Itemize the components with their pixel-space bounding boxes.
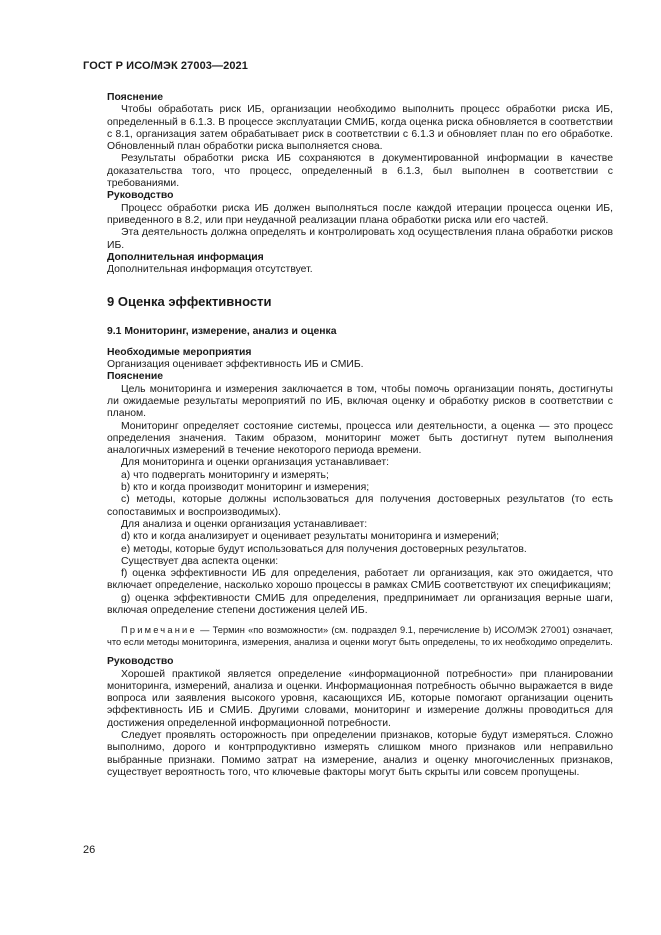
page-number: 26 bbox=[83, 844, 96, 856]
paragraph: Следует проявлять осторожность при определении признаков, которые будут измеряться. Сложно выполнимо, дорого и контрпродуктивно измерять слишком много признаков или неправильно выбранные признаки. Помимо затрат на измерение, анализ и оценку многочисленных признаков, существует вероятность того, что ключевые факторы могут быть скрыты или совсем пропущены. bbox=[107, 730, 613, 778]
list-item: b) кто и когда производит мониторинг и измерения; bbox=[121, 482, 370, 494]
list-item: g) оценка эффективности СМИБ для определения, предпринимает ли организация верные шаги, включая определение степени достижения целей ИБ. bbox=[107, 592, 613, 616]
list-item: f) оценка эффективности ИБ для определения, работает ли организация, как это ожидается, что включает определение, насколько хорошо процессы в рамках СМИБ соответствуют их спецификациям; bbox=[107, 568, 613, 592]
heading-additional-info: Дополнительная информация bbox=[107, 251, 264, 263]
note-label: Примечание bbox=[121, 625, 197, 636]
paragraph: Результаты обработки риска ИБ сохраняются в документированной информации в качестве доказательства того, что процесс, определенный в 6.1.3, был выполнен в соответствии с требованиями. bbox=[107, 153, 613, 190]
heading-required-activities: Необходимые мероприятия bbox=[107, 346, 252, 358]
note bbox=[107, 625, 613, 648]
section-title: 9 Оценка эффективности bbox=[107, 294, 272, 310]
paragraph: Чтобы обработать риск ИБ, организации необходимо выполнить процесс обработки риска ИБ, определенный в 6.1.3. В процессе эксплуатации СМИБ, когда оценка риска обновляется в соответствии с 8.1, организация затем обрабатывает риск в соответствии с 6.1.3 и обновляет план по его обработке. Обновленный план обработки риска выполняется снова. bbox=[107, 104, 613, 153]
heading-explanation: Пояснение bbox=[107, 92, 164, 103]
paragraph: Мониторинг определяет состояние системы, процесса или деятельности, а оценка — это процесс определения значения. Таким образом, мониторинг может быть достигнут путем выполнения аналогичных измерений в течение некоторого периода времени. bbox=[107, 420, 613, 457]
list-item: a) что подвергать мониторингу и измерять; bbox=[121, 469, 329, 481]
paragraph: Цель мониторинга и измерения заключается в том, чтобы помочь организации понять, достигнуты ли ожидаемые результаты мероприятий по ИБ, включая оценку и обработку рисков в соответствии с планом. bbox=[107, 383, 613, 420]
paragraph: Хорошей практикой является определение «информационной потребности» при планировании мониторинга, измерений, анализа и оценки. Информационная потребность обычно выражается в виде вопроса или заявления высокого уровня, касающихся ИБ, которые помогают организации оценить эффективность ИБ и СМИБ. Другими словами, мониторинг и измерение должны проводиться для достижения определенной информационной потребности. bbox=[107, 668, 613, 729]
paragraph: Для анализа и оценки организация устанавливает: bbox=[121, 518, 368, 530]
document-body bbox=[107, 92, 613, 779]
paragraph: Организация оценивает эффективность ИБ и СМИБ. bbox=[107, 359, 364, 371]
list-item: d) кто и когда анализирует и оценивает результаты мониторинга и измерений; bbox=[121, 531, 500, 543]
subsection-title: 9.1 Мониторинг, измерение, анализ и оценка bbox=[107, 326, 337, 338]
paragraph: Дополнительная информация отсутствует. bbox=[107, 264, 313, 276]
heading-guidance: Руководство bbox=[107, 656, 174, 668]
list-item: c) методы, которые должны использоваться для получения достоверных результатов (то есть сопоставимых и воспроизводимых). bbox=[107, 494, 613, 518]
paragraph: Эта деятельность должна определять и контролировать ход осуществления плана обработки рисков ИБ. bbox=[107, 227, 613, 251]
paragraph: Существует два аспекта оценки: bbox=[121, 555, 279, 567]
document-header: ГОСТ Р ИСО/МЭК 27003—2021 bbox=[83, 60, 248, 72]
note-text: — Термин «по возможности» (см. подраздел 9.1, перечисление b) ИСО/МЭК 27001) означает, что если методы мониторинга, измерения, анализа и оценки могут быть определены, то их необходимо определить. bbox=[107, 625, 613, 647]
heading-explanation: Пояснение bbox=[107, 371, 164, 383]
list-item: e) методы, которые будут использоваться для получения достоверных результатов. bbox=[121, 543, 527, 555]
paragraph: Для мониторинга и оценки организация устанавливает: bbox=[121, 457, 389, 469]
heading-guidance: Руководство bbox=[107, 190, 174, 202]
paragraph: Процесс обработки риска ИБ должен выполняться после каждой итерации процесса оценки ИБ, приведенного в 8.2, или при неудачной реализации плана обработки риска или его частей. bbox=[107, 202, 613, 226]
